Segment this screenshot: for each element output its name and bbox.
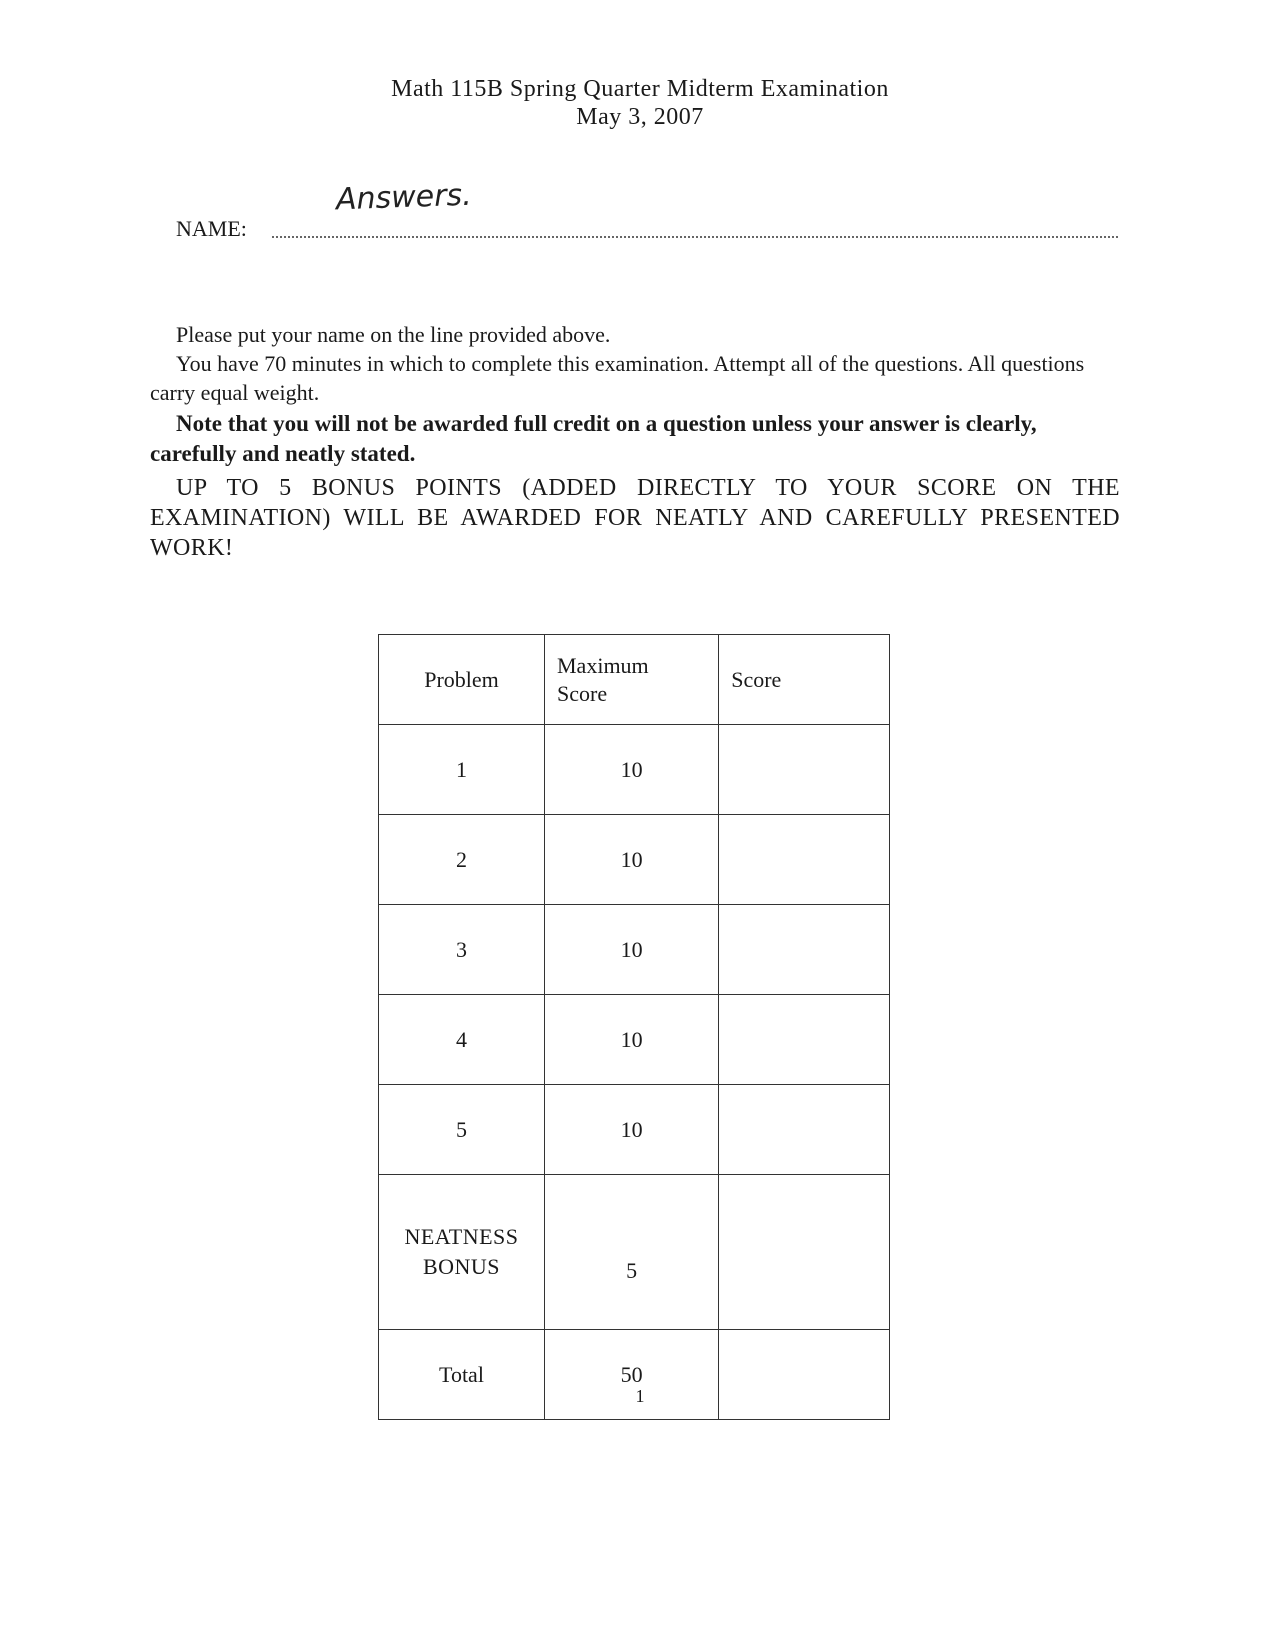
- header-max-line2: Score: [557, 680, 608, 706]
- table-row: [379, 725, 890, 815]
- problem-max-score: 10: [545, 1085, 719, 1175]
- problem-score-cell[interactable]: [719, 1085, 890, 1175]
- problem-max-score: 10: [545, 905, 719, 995]
- header-score: Score: [719, 635, 890, 725]
- problem-number: 1: [379, 725, 545, 815]
- name-label: NAME:: [176, 216, 247, 241]
- total-max-score: 50: [545, 1330, 719, 1420]
- neatness-label-line2: BONUS: [422, 1254, 501, 1279]
- exam-title: Math 115B Spring Quarter Midterm Examination: [391, 76, 889, 102]
- problem-max-score: 10: [545, 815, 719, 905]
- header-max-line1: Maximum: [557, 652, 649, 678]
- problem-score-cell[interactable]: [719, 995, 890, 1085]
- page-number: 1: [635, 1386, 645, 1406]
- instruction-name-line: Please put your name on the line provided above.: [176, 322, 611, 347]
- instruction-credit-note: Note that you will not be awarded full credit on a question unless your answer is clearly, carefully and neatly stated.: [150, 411, 1037, 466]
- neatness-bonus-label: [379, 1175, 545, 1330]
- problem-max-score: 10: [545, 725, 719, 815]
- table-row: [379, 1085, 890, 1175]
- instruction-bonus-notice: UP TO 5 BONUS POINTS (ADDED DIRECTLY TO YOUR SCORE ON THE EXAMINATION) WILL BE AWARDED FOR NEATLY AND CAREFULLY PRESENTED WORK!: [150, 475, 1120, 561]
- total-label: Total: [379, 1330, 545, 1420]
- table-row: [379, 995, 890, 1085]
- instructions: [150, 320, 1120, 563]
- header-maximum-score: [545, 635, 719, 725]
- score-table: [378, 634, 890, 1420]
- problem-number: 4: [379, 995, 545, 1085]
- neatness-bonus-row: [379, 1175, 890, 1330]
- neatness-score-cell[interactable]: [719, 1175, 890, 1330]
- problem-score-cell[interactable]: [719, 905, 890, 995]
- problem-score-cell[interactable]: [719, 815, 890, 905]
- header-problem: Problem: [379, 635, 545, 725]
- neatness-max-score: 5: [545, 1175, 719, 1330]
- score-table-header-row: [379, 635, 890, 725]
- table-row: [379, 905, 890, 995]
- problem-max-score: 10: [545, 995, 719, 1085]
- name-line[interactable]: [272, 236, 1118, 238]
- exam-date: May 3, 2007: [576, 104, 704, 130]
- name-handwritten-value: Answers.: [335, 177, 473, 218]
- neatness-label-line1: NEATNESS: [404, 1224, 519, 1249]
- problem-number: 5: [379, 1085, 545, 1175]
- table-row: [379, 815, 890, 905]
- instruction-time: You have 70 minutes in which to complete this examination. Attempt all of the questions. All questions carry equal weight.: [150, 351, 1085, 405]
- problem-score-cell[interactable]: [719, 725, 890, 815]
- problem-number: 2: [379, 815, 545, 905]
- problem-number: 3: [379, 905, 545, 995]
